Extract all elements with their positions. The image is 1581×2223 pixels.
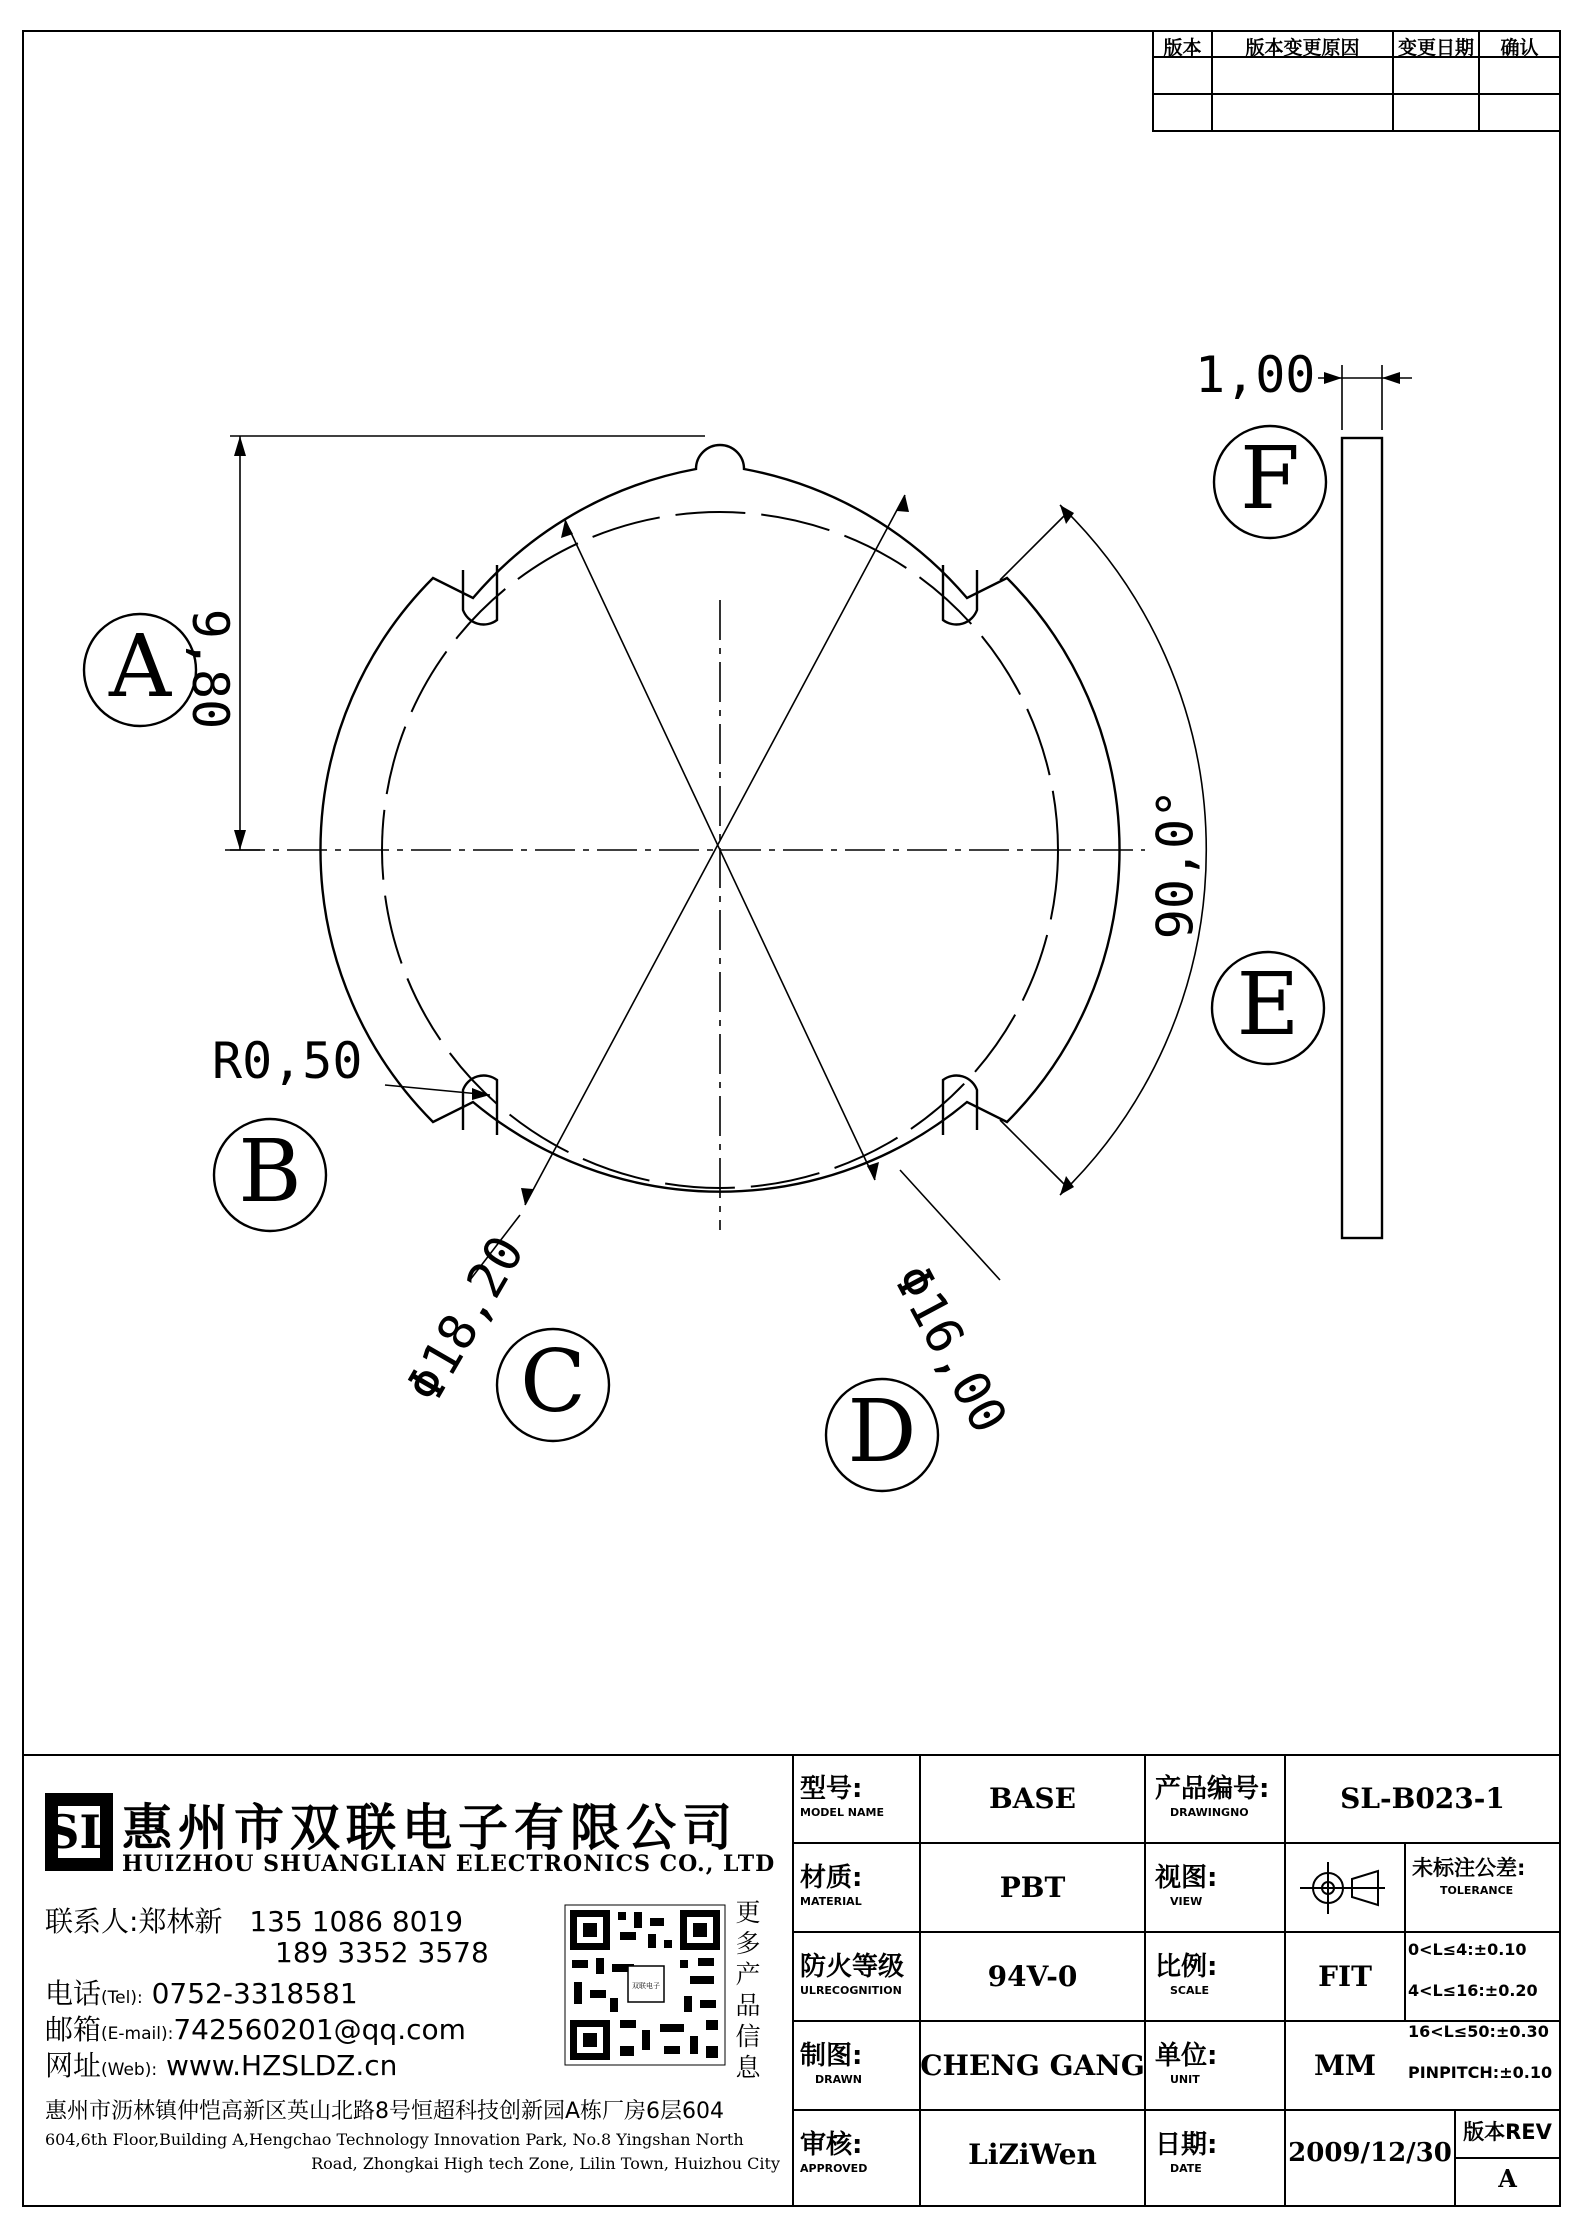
more-info (733, 1897, 763, 2083)
company-name-en: HUIZHOU SHUANGLIAN ELECTRONICS CO., LTD (122, 1851, 776, 1877)
tel-label-en: (Tel): (101, 1988, 143, 2008)
drawn-value: CHENG GANG (920, 2049, 1145, 2082)
contact-phone-2: 189 3352 3578 (275, 1936, 489, 1969)
fire-rating-label-en: ULRECOGNITION (800, 1984, 902, 1997)
web-line (45, 2044, 397, 2084)
address-en-1: 604,6th Floor,Building A,Hengchao Technology Innovation Park, No.8 Yingshan North (45, 2130, 744, 2149)
qr-center-text: 双联电子 (632, 1982, 660, 1990)
scale-value: FIT (1318, 1960, 1372, 1993)
model-label-en: MODEL NAME (800, 1806, 884, 1819)
dim-thickness: 1,00 (1195, 346, 1316, 404)
qr-code (565, 1905, 725, 2065)
dim-angle: 90,0° (1146, 788, 1205, 940)
dim-radius: R0,50 (212, 1032, 363, 1090)
tolerance-row-4: PINPITCH:±0.10 (1408, 2063, 1553, 2082)
contact-phone-1: 135 1086 8019 (249, 1905, 464, 1938)
approved-label: 审核: (800, 2130, 863, 2160)
revision-value: A (1498, 2164, 1517, 2193)
more-info-char: 品 (735, 1991, 761, 2020)
tolerance-label-en: TOLERANCE (1440, 1884, 1514, 1897)
unit-label-en: UNIT (1170, 2073, 1200, 2086)
tolerance-row-2: 4<L≤16:±0.20 (1408, 1981, 1538, 2000)
view-label: 视图: (1155, 1863, 1218, 1893)
address-zh: 惠州市沥林镇仲恺高新区英山北路8号恒超科技创新园A栋厂房6层604 (45, 2099, 725, 2124)
model-value: BASE (989, 1782, 1076, 1815)
unit-value: MM (1314, 2049, 1376, 2082)
contact-label: 联系人: (45, 1905, 139, 1938)
label-d: D (847, 1382, 917, 1482)
drawn-label: 制图: (800, 2041, 863, 2071)
scale-label-en: SCALE (1170, 1984, 1210, 1997)
approved-label-en: APPROVED (800, 2162, 868, 2175)
side-view (1342, 438, 1382, 1238)
drawing-no-value: SL-B023-1 (1340, 1782, 1505, 1815)
material-value: PBT (999, 1871, 1066, 1904)
tolerance-row-3: 16<L≤50:±0.30 (1408, 2022, 1549, 2041)
label-c: C (520, 1332, 586, 1432)
more-info-char: 信 (735, 2022, 761, 2051)
label-e: E (1236, 955, 1300, 1055)
material-label-en: MATERIAL (800, 1895, 862, 1908)
contact-line (45, 1900, 463, 1940)
rev-header-version: 版本 (1163, 37, 1202, 59)
label-circles (84, 426, 1326, 1491)
approved-value: LiZiWen (968, 2138, 1097, 2171)
more-info-char: 息 (735, 2053, 761, 2082)
label-f: F (1240, 429, 1300, 529)
date-value: 2009/12/30 (1288, 2138, 1452, 2168)
drawn-label-en: DRAWN (815, 2073, 862, 2086)
web-label-en: (Web): (101, 2060, 158, 2080)
web-value[interactable]: www.HZSLDZ.cn (165, 2049, 398, 2082)
height-dimension (230, 436, 705, 850)
email-label-en: (E-mail): (101, 2024, 174, 2044)
projection-symbol (1300, 1862, 1385, 1914)
rev-header-date: 变更日期 (1397, 37, 1474, 59)
diameter-leaders (470, 495, 1000, 1280)
drawing-no-label-en: DRAWINGNO (1170, 1806, 1249, 1819)
label-b: B (238, 1122, 302, 1222)
fire-rating-value: 94V-0 (987, 1960, 1078, 1993)
tel-value: 0752-3318581 (151, 1977, 358, 2010)
revision-label: 版本REV (1463, 2120, 1552, 2144)
dim-height: 9,80 (181, 608, 240, 730)
more-info-char: 多 (735, 1929, 761, 1958)
logo-text: SL (46, 1805, 112, 1859)
view-label-en: VIEW (1170, 1895, 1203, 1908)
rev-header-reason: 版本变更原因 (1245, 37, 1360, 59)
company-logo (45, 1793, 113, 1871)
contact-name: 郑林新 (138, 1905, 223, 1938)
label-a: A (108, 617, 172, 717)
dim-inner-diameter: Φ16,00 (882, 1255, 1019, 1443)
model-label: 型号: (800, 1774, 863, 1804)
date-label: 日期: (1155, 2130, 1218, 2160)
date-label-en: DATE (1170, 2162, 1202, 2175)
material-label: 材质: (800, 1863, 863, 1893)
scale-label: 比例: (1155, 1952, 1218, 1982)
rev-header-confirm: 确认 (1500, 37, 1539, 59)
drawing-no-label: 产品编号: (1155, 1774, 1270, 1804)
web-label: 网址 (45, 2049, 102, 2082)
tolerance-label: 未标注公差: (1412, 1856, 1526, 1880)
email-value[interactable]: 742560201@qq.com (173, 2013, 466, 2046)
more-info-char: 更 (735, 1898, 761, 1927)
tel-label: 电话 (45, 1977, 102, 2010)
center-lines (225, 600, 1145, 1230)
more-info-char: 产 (735, 1960, 761, 1989)
email-line (45, 2008, 466, 2048)
tolerance-row-1: 0<L≤4:±0.10 (1408, 1940, 1527, 1959)
fire-rating-label: 防火等级 (800, 1952, 905, 1982)
dim-outer-diameter: Φ18,20 (395, 1226, 536, 1412)
company-name-zh: 惠州市双联电子有限公司 (122, 1798, 738, 1857)
address-en-2: Road, Zhongkai High tech Zone, Lilin Town, Huizhou City (311, 2154, 780, 2173)
email-label: 邮箱 (45, 2013, 102, 2046)
unit-label: 单位: (1155, 2041, 1218, 2071)
tel-line (45, 1972, 358, 2012)
